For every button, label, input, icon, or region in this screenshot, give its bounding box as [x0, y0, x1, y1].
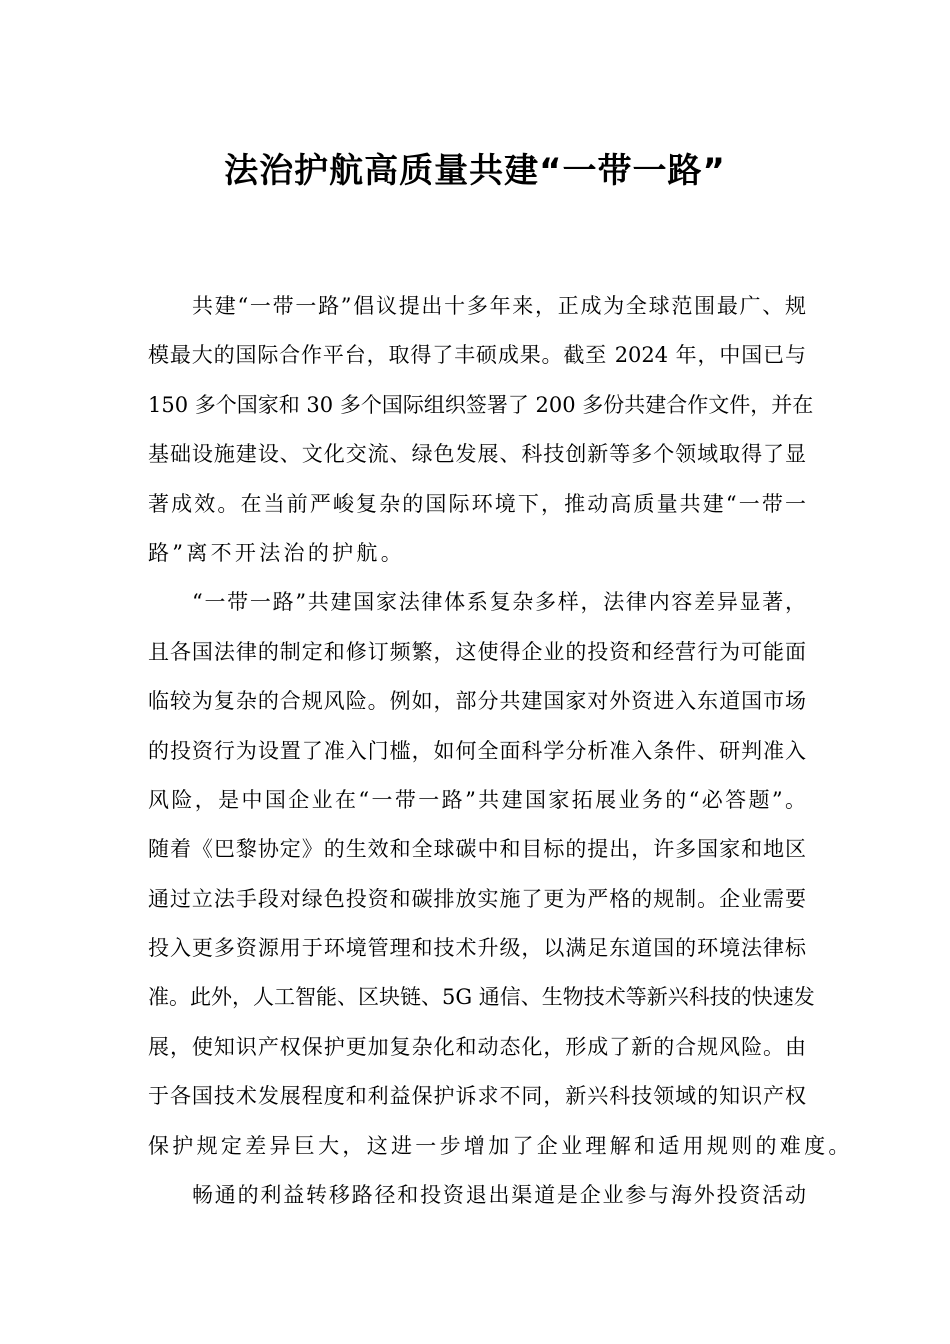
document-body — [148, 282, 853, 1220]
paragraph-line: 的投资行为设置了准入门槛，如何全面科学分析准入条件、研判准入 — [148, 738, 806, 763]
paragraph-line: 随着《巴黎协定》的生效和全球碳中和目标的提出，许多国家和地区 — [148, 837, 806, 862]
paragraph-line: 150 多个国家和 30 多个国际组织签署了 200 多份共建合作文件，并在 — [148, 392, 814, 417]
paragraph-2 — [148, 578, 853, 1171]
paragraph-line: “一带一路”共建国家法律体系复杂多样，法律内容差异显著， — [192, 590, 806, 615]
paragraph-line: 保护规定差异巨大，这进一步增加了企业理解和适用规则的难度。 — [148, 1133, 853, 1158]
paragraph-line: 临较为复杂的合规风险。例如，部分共建国家对外资进入东道国市场 — [148, 689, 806, 714]
paragraph-line: 著成效。在当前严峻复杂的国际环境下，推动高质量共建“一带一 — [148, 491, 806, 516]
paragraph-line: 通过立法手段对绿色投资和碳排放实施了更为严格的规制。企业需要 — [148, 886, 806, 911]
paragraph-line: 准。此外，人工智能、区块链、5G 通信、生物技术等新兴科技的快速发 — [148, 985, 815, 1010]
paragraph-line: 展，使知识产权保护更加复杂化和动态化，形成了新的合规风险。由 — [148, 1034, 806, 1059]
paragraph-1 — [148, 282, 814, 578]
paragraph-line: 且各国法律的制定和修订频繁，这使得企业的投资和经营行为可能面 — [148, 639, 806, 664]
paragraph-3 — [148, 1171, 806, 1220]
paragraph-line: 共建“一带一路”倡议提出十多年来，正成为全球范围最广、规 — [192, 294, 806, 318]
paragraph-line: 投入更多资源用于环境管理和技术升级，以满足东道国的环境法律标 — [148, 936, 806, 961]
paragraph-line: 模最大的国际合作平台，取得了丰硕成果。截至 2024 年，中国已与 — [148, 343, 806, 368]
paragraph-line: 于各国技术发展程度和利益保护诉求不同，新兴科技领域的知识产权 — [148, 1084, 806, 1109]
paragraph-line: 畅通的利益转移路径和投资退出渠道是企业参与海外投资活动 — [192, 1183, 806, 1208]
paragraph-line: 基础设施建设、文化交流、绿色发展、科技创新等多个领域取得了显 — [148, 442, 806, 467]
paragraph-line: 路”离不开法治的护航。 — [148, 540, 406, 565]
document-title: 法治护航高质量共建“一带一路” — [224, 151, 726, 191]
paragraph-line: 风险，是中国企业在“一带一路”共建国家拓展业务的“必答题”。 — [148, 787, 806, 812]
